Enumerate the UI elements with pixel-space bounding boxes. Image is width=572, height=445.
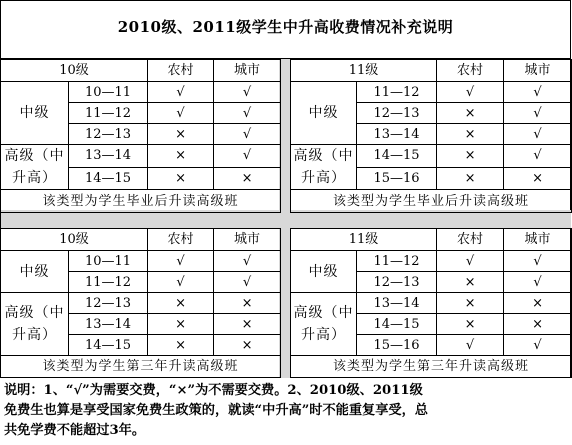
year-range: 11—12: [357, 82, 437, 103]
year-range: 13—14: [357, 124, 437, 145]
high-level-label: [1, 293, 69, 356]
year-range: 13—14: [69, 145, 148, 168]
urban-mark: √: [504, 335, 572, 356]
high-level-line1: 高级（中: [4, 305, 65, 321]
urban-header: 城市: [504, 229, 572, 251]
urban-mark: √: [214, 272, 281, 293]
year-range: 11—12: [69, 103, 148, 124]
rural-mark: ×: [148, 314, 214, 335]
high-level-line2: 升高）: [301, 327, 346, 343]
grade-header: 10级: [1, 229, 148, 251]
urban-mark: ×: [214, 167, 281, 190]
rural-mark: ×: [148, 335, 214, 356]
footer-line-2: 免费生也算是享受国家免费生政策的，就读“中升高”时不能重复享受，总: [4, 403, 428, 418]
high-level-line1: 高级（中: [293, 305, 354, 321]
urban-mark: √: [504, 124, 572, 145]
year-range: 12—13: [69, 124, 148, 145]
block-note: 该类型为学生第三年升读高级班: [291, 356, 572, 378]
urban-header: 城市: [214, 229, 281, 251]
urban-mark: ×: [504, 314, 572, 335]
year-range: 10—11: [69, 251, 148, 272]
grade-header: 11级: [291, 60, 437, 82]
urban-mark: √: [214, 124, 281, 145]
year-range: 11—12: [69, 272, 148, 293]
rural-mark: √: [437, 251, 504, 272]
urban-mark: √: [504, 103, 572, 124]
urban-mark: ×: [214, 335, 281, 356]
rural-header: 农村: [437, 229, 504, 251]
urban-mark: √: [214, 251, 281, 272]
urban-mark: ×: [504, 167, 572, 190]
urban-mark: ×: [214, 314, 281, 335]
rural-mark: ×: [437, 272, 504, 293]
urban-header: 城市: [214, 60, 281, 82]
urban-mark: √: [214, 145, 281, 168]
rural-header: 农村: [148, 60, 214, 82]
high-level-line1: 高级（中: [4, 148, 65, 164]
year-range: 13—14: [357, 293, 437, 314]
year-range: 14—15: [357, 145, 437, 168]
footer-explanation: [4, 381, 570, 441]
top-border: [0, 0, 571, 1]
middle-level-label: 中级: [291, 251, 357, 293]
high-level-line2: 升高）: [12, 170, 57, 186]
rural-mark: ×: [437, 145, 504, 168]
rural-mark: ×: [148, 293, 214, 314]
rural-mark: √: [437, 335, 504, 356]
page-title: 2010级、2011级学生中升高收费情况补充说明: [117, 18, 454, 36]
year-range: 14—15: [69, 335, 148, 356]
year-range: 15—16: [357, 167, 437, 190]
year-range: 12—13: [357, 103, 437, 124]
block-note: 该类型为学生第三年升读高级班: [1, 356, 281, 378]
high-level-line1: 高级（中: [293, 148, 354, 164]
year-range: 14—15: [69, 167, 148, 190]
rural-mark: ×: [148, 167, 214, 190]
rural-mark: ×: [148, 145, 214, 168]
high-level-label: [1, 145, 69, 190]
urban-mark: ×: [504, 293, 572, 314]
year-range: 15—16: [357, 335, 437, 356]
rural-mark: √: [148, 251, 214, 272]
urban-mark: √: [214, 82, 281, 103]
footer-line-1: 说明：1、“√”为需要交费，“×”为不需要交费。2、2010级、2011级: [4, 383, 423, 398]
middle-level-label: 中级: [1, 82, 69, 145]
year-range: 10—11: [69, 82, 148, 103]
block-note: 该类型为学生毕业后升读高级班: [1, 190, 281, 213]
table-bottom-left: [0, 228, 281, 378]
rural-mark: ×: [437, 293, 504, 314]
urban-mark: √: [504, 145, 572, 168]
footer-line-3: 共免学费不能超过3年。: [4, 423, 146, 438]
rural-header: 农村: [437, 60, 504, 82]
block-note: 该类型为学生毕业后升读高级班: [291, 190, 572, 213]
grade-header: 11级: [291, 229, 437, 251]
high-level-label: [291, 145, 357, 190]
year-range: 14—15: [357, 314, 437, 335]
year-range: 12—13: [357, 272, 437, 293]
table-top-right: [290, 59, 572, 213]
year-range: 11—12: [357, 251, 437, 272]
rural-mark: ×: [148, 124, 214, 145]
rural-mark: √: [148, 103, 214, 124]
year-range: 13—14: [69, 314, 148, 335]
rural-mark: ×: [437, 124, 504, 145]
high-level-line2: 升高）: [301, 170, 346, 186]
urban-mark: √: [504, 272, 572, 293]
rural-mark: √: [148, 272, 214, 293]
table-top-left: [0, 59, 281, 213]
middle-level-label: 中级: [1, 251, 69, 293]
rural-mark: ×: [437, 314, 504, 335]
middle-level-label: 中级: [291, 82, 357, 145]
high-level-label: [291, 293, 357, 356]
year-range: 12—13: [69, 293, 148, 314]
urban-mark: ×: [214, 293, 281, 314]
urban-mark: √: [504, 82, 572, 103]
rural-mark: √: [437, 82, 504, 103]
urban-mark: √: [504, 251, 572, 272]
table-bottom-right: [290, 228, 572, 378]
urban-header: 城市: [504, 60, 572, 82]
rural-mark: ×: [437, 103, 504, 124]
rural-mark: √: [148, 82, 214, 103]
urban-mark: √: [214, 103, 281, 124]
high-level-line2: 升高）: [12, 327, 57, 343]
grade-header: 10级: [1, 60, 148, 82]
rural-mark: ×: [437, 167, 504, 190]
rural-header: 农村: [148, 229, 214, 251]
